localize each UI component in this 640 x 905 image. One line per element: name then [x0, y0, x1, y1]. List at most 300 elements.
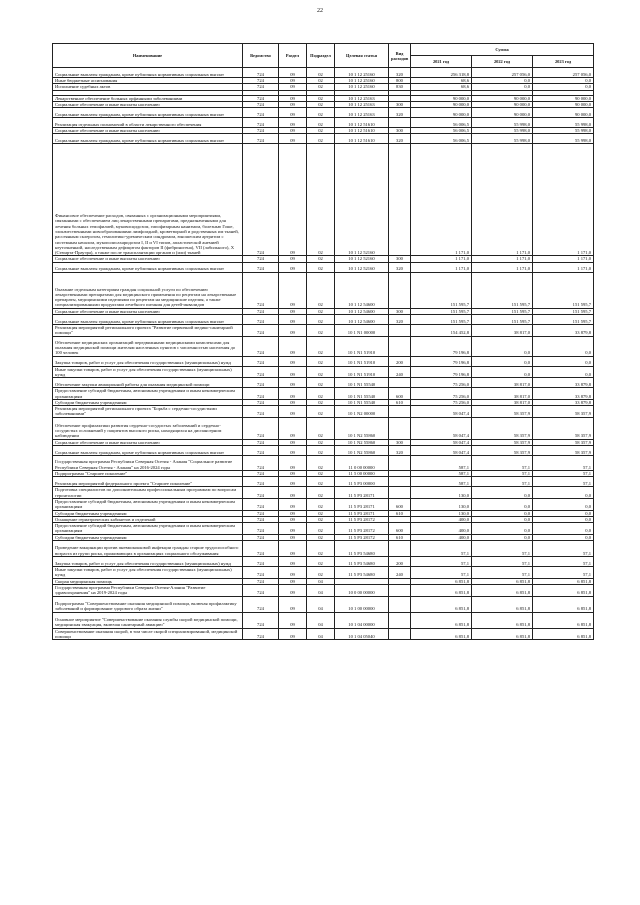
table-row: [53, 487, 594, 499]
row-ved: 724: [243, 308, 279, 314]
row-y1: 587,1: [411, 477, 472, 487]
row-y2: 0,0: [472, 487, 533, 499]
row-vr: 300: [389, 308, 411, 314]
row-name: Социальные выплаты гражданам, кроме публичных нормативных социальных выплат: [53, 315, 243, 325]
row-y3: 1 171,0: [533, 256, 594, 262]
row-rz: 09: [279, 446, 307, 456]
row-y3: 58 357,9: [533, 446, 594, 456]
row-y2: 0,0: [472, 366, 533, 378]
row-y1: 58 047,4: [411, 406, 472, 418]
row-cs: 10 1 12 25160: [335, 68, 389, 78]
row-pr: 02: [307, 523, 335, 535]
row-y3: 6 851,8: [533, 612, 594, 628]
table-row: [53, 498, 594, 510]
row-y2: 57,1: [472, 567, 533, 579]
table-row: [53, 446, 594, 456]
row-pr: 02: [307, 378, 335, 388]
row-cs: 10 1 N2 55860: [335, 439, 389, 445]
row-y3: 58 357,9: [533, 417, 594, 439]
row-cs: 10 1 N1 00000: [335, 325, 389, 337]
row-cs: 11 5 P3 28172: [335, 523, 389, 535]
row-name: Иные бюджетные ассигнования: [53, 78, 243, 84]
row-cs: 11 5 P3 28171: [335, 510, 389, 516]
table-row: [53, 262, 594, 272]
table-row: [53, 118, 594, 128]
row-pr: 02: [307, 101, 335, 107]
row-name: Предоставление субсидий бюджетным, автономным учреждениям и иным некоммерческим организациям: [53, 388, 243, 400]
budget-table: [52, 43, 594, 640]
row-ved: 724: [243, 498, 279, 510]
row-vr: [389, 628, 411, 640]
row-y3: 0,0: [533, 366, 594, 378]
row-y3: 0,0: [533, 487, 594, 499]
row-y1: 256 318,8: [411, 68, 472, 78]
row-y2: 257 056,0: [472, 68, 533, 78]
row-name: Подпрограмма "Совершенствование оказания медицинской помощи, включая профилактику заболеваний и формирование здорового образа жизни": [53, 596, 243, 612]
row-cs: 10 1 12 25160: [335, 84, 389, 90]
row-ved: 724: [243, 68, 279, 78]
row-vr: 320: [389, 315, 411, 325]
table-row: [53, 596, 594, 612]
row-y2: 1 171,0: [472, 262, 533, 272]
row-vr: 240: [389, 366, 411, 378]
row-ved: 724: [243, 510, 279, 516]
row-ved: 724: [243, 101, 279, 107]
row-name: Социальные выплаты гражданам, кроме публичных нормативных социальных выплат: [53, 134, 243, 144]
row-name: Совершенствование оказания скорой, в том числе скорой специализированной, медицинской помощи: [53, 628, 243, 640]
row-vr: 200: [389, 557, 411, 567]
table-row: [53, 336, 594, 356]
row-y1: 68,6: [411, 78, 472, 84]
row-rz: 09: [279, 628, 307, 640]
header-rz: Раздел: [279, 44, 307, 68]
row-ved: 724: [243, 118, 279, 128]
row-y3: 33 879,8: [533, 378, 594, 388]
row-pr: 02: [307, 446, 335, 456]
row-cs: 10 1 12 51610: [335, 134, 389, 144]
row-y2: 90 000,0: [472, 101, 533, 107]
row-vr: [389, 118, 411, 128]
row-y1: 90 000,0: [411, 101, 472, 107]
row-y1: 400,0: [411, 516, 472, 522]
row-vr: 600: [389, 388, 411, 400]
row-y2: 0,0: [472, 356, 533, 366]
row-cs: 10 1 12 54600: [335, 308, 389, 314]
row-y3: 6 851,8: [533, 628, 594, 640]
row-cs: 10 1 12 54600: [335, 315, 389, 325]
row-y1: 587,1: [411, 456, 472, 471]
row-y3: 6 851,8: [533, 584, 594, 596]
row-vr: 300: [389, 439, 411, 445]
table-row: [53, 378, 594, 388]
row-pr: 02: [307, 272, 335, 308]
row-name: Социальные выплаты гражданам, кроме публичных нормативных социальных выплат: [53, 446, 243, 456]
row-y1: 400,0: [411, 523, 472, 535]
row-rz: 09: [279, 510, 307, 516]
row-ved: 724: [243, 417, 279, 439]
row-y3: 33 879,8: [533, 388, 594, 400]
table-row: [53, 68, 594, 78]
row-pr: 02: [307, 128, 335, 134]
row-cs: 10 1 04 05040: [335, 628, 389, 640]
row-y3: 33 879,8: [533, 399, 594, 405]
row-y3: 90 000,0: [533, 108, 594, 118]
row-pr: 02: [307, 108, 335, 118]
row-vr: 600: [389, 498, 411, 510]
row-name: Социальное обеспечение и иные выплаты населению: [53, 256, 243, 262]
row-y3: 0,0: [533, 510, 594, 516]
row-vr: 800: [389, 78, 411, 84]
row-name: Предоставление субсидий бюджетным, автономным учреждениям и иным некоммерческим организациям: [53, 523, 243, 535]
row-y3: 0,0: [533, 523, 594, 535]
row-cs: 10 1 12 52160: [335, 256, 389, 262]
row-y1: 6 851,8: [411, 578, 472, 584]
row-cs: 10 1 N1 55540: [335, 388, 389, 400]
row-ved: 724: [243, 144, 279, 256]
row-ved: 724: [243, 584, 279, 596]
row-y3: 55 998,0: [533, 128, 594, 134]
row-y1: 151 595,7: [411, 272, 472, 308]
row-y1: 79 196,8: [411, 356, 472, 366]
row-cs: 10 1 12 54600: [335, 272, 389, 308]
row-y2: 55 998,0: [472, 118, 533, 128]
row-y2: 0,0: [472, 78, 533, 84]
row-name: Проведение вакцинации против пневмококковой инфекции граждан старше трудоспособного возраста из групп риска, проживающих в организациях социального обслуживания: [53, 541, 243, 557]
row-vr: 610: [389, 510, 411, 516]
row-y2: 58 357,9: [472, 406, 533, 418]
row-rz: 09: [279, 388, 307, 400]
row-pr: 02: [307, 471, 335, 477]
row-ved: 724: [243, 325, 279, 337]
row-rz: 09: [279, 315, 307, 325]
row-pr: 04: [307, 584, 335, 596]
row-vr: [389, 487, 411, 499]
row-y2: 58 357,9: [472, 439, 533, 445]
row-vr: 300: [389, 256, 411, 262]
table-row: [53, 584, 594, 596]
row-vr: [389, 417, 411, 439]
row-vr: 320: [389, 446, 411, 456]
row-vr: [389, 612, 411, 628]
row-ved: 724: [243, 108, 279, 118]
row-pr: 04: [307, 628, 335, 640]
row-rz: 09: [279, 487, 307, 499]
row-y2: 57,1: [472, 477, 533, 487]
table-row: [53, 108, 594, 118]
row-pr: 02: [307, 557, 335, 567]
row-name: Скорая медицинская помощь: [53, 578, 243, 584]
row-y1: 6 851,8: [411, 584, 472, 596]
row-vr: 200: [389, 356, 411, 366]
row-rz: 09: [279, 498, 307, 510]
row-y2: 1 171,0: [472, 144, 533, 256]
row-cs: 10 1 N2 00000: [335, 406, 389, 418]
row-ved: 724: [243, 612, 279, 628]
row-rz: 09: [279, 567, 307, 579]
row-rz: 09: [279, 262, 307, 272]
row-y1: 57,1: [411, 567, 472, 579]
row-pr: 02: [307, 84, 335, 90]
row-y2: 57,1: [472, 471, 533, 477]
row-y1: 587,1: [411, 471, 472, 477]
row-rz: 09: [279, 325, 307, 337]
row-rz: 09: [279, 101, 307, 107]
row-name: Закупка товаров, работ и услуг для обеспечения государственных (муниципальных) нужд: [53, 356, 243, 366]
row-y2: 38 817,0: [472, 399, 533, 405]
row-y2: 6 851,8: [472, 578, 533, 584]
row-pr: 02: [307, 417, 335, 439]
row-rz: 09: [279, 378, 307, 388]
row-cs: 11 5 P3 28172: [335, 516, 389, 522]
row-y3: 58 357,9: [533, 439, 594, 445]
row-rz: 09: [279, 399, 307, 405]
row-y1: 130,0: [411, 510, 472, 516]
row-name: Подпрограмма "Старшее поколение": [53, 471, 243, 477]
row-pr: 02: [307, 399, 335, 405]
row-ved: 724: [243, 557, 279, 567]
row-pr: 04: [307, 612, 335, 628]
row-ved: 724: [243, 336, 279, 356]
row-ved: 724: [243, 477, 279, 487]
row-name: Реализация отдельных полномочий в области лекарственного обеспечения: [53, 118, 243, 128]
row-name: Оказание отдельным категориям граждан социальной услуги по обеспечению лекарственными препаратами для медицинского применения по рецептам на лекарственные препараты, медицинскими изделиями по рецептам на медицинские изделия, а также специализированными продуктами лечебного питания для детей-инвалидов: [53, 272, 243, 308]
row-y3: 57,1: [533, 471, 594, 477]
row-y3: 0,0: [533, 498, 594, 510]
row-cs: 10 1 N1 51910: [335, 356, 389, 366]
row-vr: 600: [389, 523, 411, 535]
row-vr: 610: [389, 399, 411, 405]
row-y3: 57,1: [533, 456, 594, 471]
table-row: [53, 417, 594, 439]
row-y2: 38 817,0: [472, 378, 533, 388]
row-y1: 6 851,8: [411, 596, 472, 612]
row-rz: 09: [279, 68, 307, 78]
row-y2: 151 595,7: [472, 308, 533, 314]
row-rz: 09: [279, 366, 307, 378]
row-y3: 0,0: [533, 356, 594, 366]
header-pr: Подраздел: [307, 44, 335, 68]
row-pr: 02: [307, 95, 335, 101]
row-y3: 257 056,0: [533, 68, 594, 78]
row-y3: 57,1: [533, 541, 594, 557]
row-y1: 6 851,8: [411, 612, 472, 628]
row-rz: 09: [279, 356, 307, 366]
page-number: 22: [317, 8, 323, 14]
row-ved: 724: [243, 487, 279, 499]
row-y3: 0,0: [533, 78, 594, 84]
row-y3: 151 595,7: [533, 308, 594, 314]
row-cs: 10 1 N1 51910: [335, 366, 389, 378]
row-y2: 6 851,8: [472, 612, 533, 628]
row-cs: 10 1 12 25160: [335, 78, 389, 84]
table-row: [53, 356, 594, 366]
row-y3: 57,1: [533, 477, 594, 487]
row-rz: 09: [279, 308, 307, 314]
row-ved: 724: [243, 541, 279, 557]
row-name: Основное мероприятие "Совершенствование оказания службы скорой медицинской помощи, медицинская эвакуация, включая санитарный авиацию": [53, 612, 243, 628]
row-name: Социальное обеспечение и иные выплаты населению: [53, 101, 243, 107]
row-y1: 1 171,0: [411, 262, 472, 272]
row-rz: 09: [279, 523, 307, 535]
table-row: [53, 557, 594, 567]
row-pr: 02: [307, 487, 335, 499]
row-cs: 11 5 P3 28171: [335, 498, 389, 510]
row-y3: 90 000,0: [533, 101, 594, 107]
table-row: [53, 366, 594, 378]
row-vr: [389, 477, 411, 487]
header-cs: Целевая статья: [335, 44, 389, 68]
row-y2: 0,0: [472, 534, 533, 540]
row-pr: 02: [307, 315, 335, 325]
table-row: [53, 315, 594, 325]
row-y2: 1 171,0: [472, 256, 533, 262]
row-ved: 724: [243, 366, 279, 378]
row-ved: 724: [243, 388, 279, 400]
row-name: Подготовка специалистов по дополнительным профессиональным программам по вопросам геронтологии: [53, 487, 243, 499]
row-y2: 58 357,9: [472, 417, 533, 439]
row-y2: 57,1: [472, 456, 533, 471]
row-ved: 724: [243, 456, 279, 471]
row-ved: 724: [243, 315, 279, 325]
row-y1: 130,0: [411, 487, 472, 499]
row-pr: 02: [307, 541, 335, 557]
row-ved: 724: [243, 95, 279, 101]
row-y1: 75 256,0: [411, 399, 472, 405]
row-rz: 09: [279, 272, 307, 308]
table-row: [53, 144, 594, 256]
row-y1: 58 047,4: [411, 446, 472, 456]
row-y3: 57,1: [533, 557, 594, 567]
row-ved: 724: [243, 406, 279, 418]
row-cs: 10 1 N1 55540: [335, 399, 389, 405]
row-y1: 79 196,8: [411, 366, 472, 378]
row-y1: 6 851,8: [411, 628, 472, 640]
row-pr: 04: [307, 578, 335, 584]
row-y3: 1 171,0: [533, 262, 594, 272]
row-y1: 400,0: [411, 534, 472, 540]
row-pr: 02: [307, 366, 335, 378]
row-y2: 55 998,0: [472, 134, 533, 144]
table-row: [53, 325, 594, 337]
row-name: Социальное обеспечение и иные выплаты населению: [53, 308, 243, 314]
row-name: Социальные выплаты гражданам, кроме публичных нормативных социальных выплат: [53, 262, 243, 272]
row-y2: 38 817,0: [472, 388, 533, 400]
row-pr: 02: [307, 439, 335, 445]
row-vr: [389, 406, 411, 418]
row-rz: 09: [279, 584, 307, 596]
row-pr: 02: [307, 477, 335, 487]
header-sum: Сумма: [411, 44, 594, 56]
row-y2: 0,0: [472, 498, 533, 510]
row-cs: 10 1 12 51610: [335, 128, 389, 134]
row-y2: 0,0: [472, 516, 533, 522]
row-y2: 58 357,9: [472, 446, 533, 456]
row-pr: 02: [307, 516, 335, 522]
row-pr: 02: [307, 68, 335, 78]
row-y2: 151 595,7: [472, 315, 533, 325]
row-rz: 09: [279, 439, 307, 445]
row-y3: 0,0: [533, 516, 594, 522]
row-ved: 724: [243, 378, 279, 388]
table-body: [53, 68, 594, 640]
row-y3: 6 851,8: [533, 596, 594, 612]
row-y1: 75 256,0: [411, 388, 472, 400]
row-y2: 90 000,0: [472, 108, 533, 118]
row-pr: 02: [307, 256, 335, 262]
row-cs: 10 1 N1 55540: [335, 378, 389, 388]
row-vr: [389, 144, 411, 256]
row-y3: 0,0: [533, 84, 594, 90]
row-ved: 724: [243, 471, 279, 477]
row-cs: 10 1 12 51610: [335, 118, 389, 128]
header-y1: 2021 год: [411, 56, 472, 68]
row-name: Финансовое обеспечение расходов, связанных с организационными мероприятиями, связанными с обеспечением лиц лекарственными препаратами, предназначенными для лечения больных гемофилией, муковисцидозом, гипофизарным нанизмом, болезнью Гоше, злокачественными новообразованиями лимфоидной, кроветворной и родственных им тканей, рассеянным склерозом, гемолитико-уремическим синдромом, юношеским артритом с системным началом, мукополисахаридозом I, II и VI типов, апластической анемией неуточненной, наследственным дефицитом факторов II (фибриногена), VII (лабильного), X (Стюарта-Прауэра), а также после трансплантации органов и (или) тканей: [53, 144, 243, 256]
row-vr: [389, 541, 411, 557]
row-vr: 830: [389, 84, 411, 90]
row-vr: [389, 456, 411, 471]
row-name: Субсидии бюджетным учреждениям: [53, 399, 243, 405]
row-cs: 11 5 P3 54680: [335, 541, 389, 557]
row-cs: 10 1 12 25163: [335, 101, 389, 107]
row-cs: 11 5 P3 28171: [335, 487, 389, 499]
row-y3: 55 998,0: [533, 134, 594, 144]
row-rz: 09: [279, 534, 307, 540]
row-pr: 02: [307, 456, 335, 471]
table-row: [53, 523, 594, 535]
row-y3: 151 595,7: [533, 272, 594, 308]
row-vr: [389, 272, 411, 308]
row-name: Реализация мероприятий федерального проекта "Старшее поколение": [53, 477, 243, 487]
table-row: [53, 567, 594, 579]
row-name: Реализация мероприятий регионального проекта "Развитие первичной медико-санитарной помощи": [53, 325, 243, 337]
row-vr: 300: [389, 128, 411, 134]
row-ved: 724: [243, 628, 279, 640]
row-pr: 02: [307, 325, 335, 337]
row-ved: 724: [243, 523, 279, 535]
row-rz: 09: [279, 471, 307, 477]
row-cs: 11 5 P3 28172: [335, 534, 389, 540]
row-y2: 6 851,8: [472, 584, 533, 596]
row-y3: 151 595,7: [533, 315, 594, 325]
row-vr: 610: [389, 534, 411, 540]
header-vr: Вид расходов: [389, 44, 411, 68]
row-ved: 724: [243, 578, 279, 584]
row-y1: 154 452,8: [411, 325, 472, 337]
header-ved: Ведомство: [243, 44, 279, 68]
row-rz: 09: [279, 557, 307, 567]
row-rz: 09: [279, 144, 307, 256]
row-ved: 724: [243, 534, 279, 540]
row-pr: 02: [307, 144, 335, 256]
row-cs: 11 0 00 00000: [335, 456, 389, 471]
row-pr: 02: [307, 308, 335, 314]
row-rz: 09: [279, 596, 307, 612]
row-y1: 90 000,0: [411, 95, 472, 101]
header-y3: 2023 год: [533, 56, 594, 68]
row-name: Государственная программа Республики Северная Осетия - Алания "Социальное развитие Республики Северная Осетия - Алания" на 2016-2024 годы: [53, 456, 243, 471]
row-name: Социальные выплаты гражданам, кроме публичных нормативных социальных выплат: [53, 68, 243, 78]
row-cs: 10 1 N2 55860: [335, 446, 389, 456]
row-ved: 724: [243, 516, 279, 522]
row-cs: 11 5 00 00000: [335, 471, 389, 477]
row-pr: 02: [307, 78, 335, 84]
row-name: Социальное обеспечение и иные выплаты населению: [53, 439, 243, 445]
header-name: Наименование: [53, 44, 243, 68]
row-y1: 57,1: [411, 541, 472, 557]
row-cs: 10 1 N2 55860: [335, 417, 389, 439]
row-ved: 724: [243, 356, 279, 366]
row-pr: 02: [307, 356, 335, 366]
